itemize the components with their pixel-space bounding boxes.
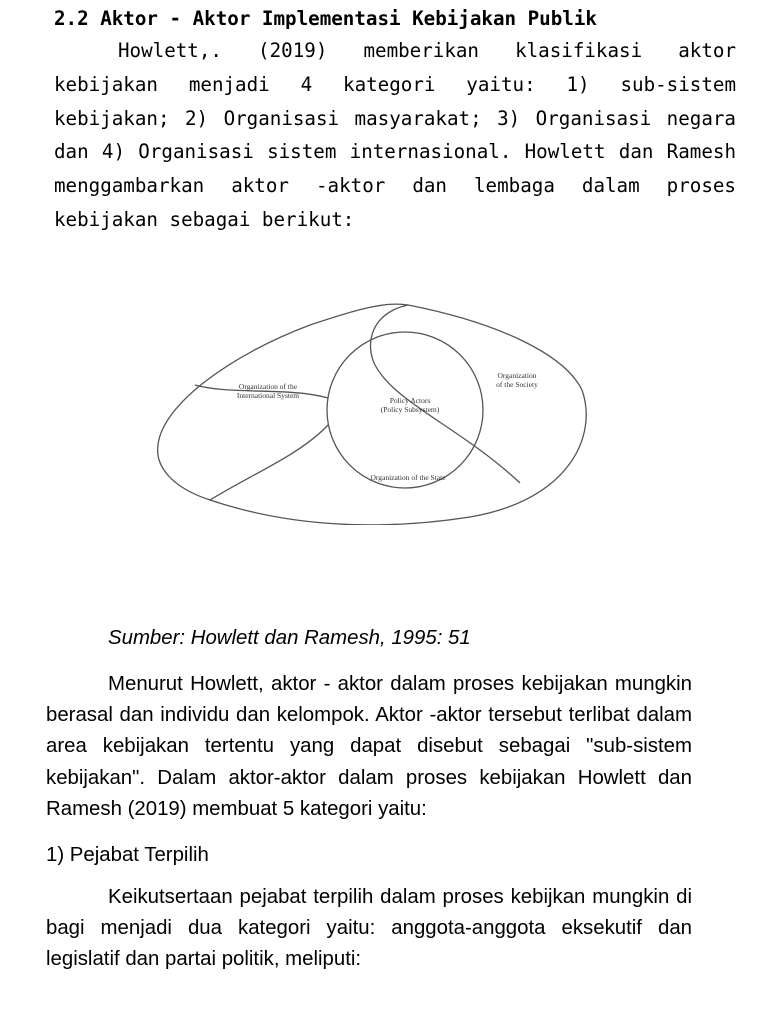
- paragraph-howlett-actors: Menurut Howlett, aktor - aktor dalam proses kebijakan mungkin berasal dan individu dan kelompok. Aktor -aktor tersebut terlibat dalam area kebijakan tertentu yang dapat disebut sebagai "sub-sistem kebijakan". Dalam aktor-aktor dalam proses kebijakan Howlett dan Ramesh (2019) membuat 5 kategori yaitu:: [46, 673, 692, 820]
- actors-diagram-svg: [150, 295, 600, 525]
- label-society-line1: Organization: [497, 371, 537, 380]
- section-lower: [46, 622, 692, 976]
- label-international-line2: International System: [236, 391, 300, 400]
- figure-caption: Sumber: Howlett dan Ramesh, 1995: 51: [108, 627, 471, 649]
- paragraph-elected-officials: Keikutsertaan pejabat terpilih dalam proses kebijkan mungkin di bagi menjadi dua kategori yaitu: anggota-anggota eksekutif dan legislatif dan partai politik, meliputi:: [46, 886, 692, 971]
- label-policy-subsystem: (Policy Subsystem): [380, 405, 440, 414]
- section-upper: [54, 4, 736, 237]
- actors-diagram: [150, 295, 600, 525]
- divider-state: [210, 425, 328, 500]
- label-society-line2: of the Society: [496, 380, 538, 389]
- label-international-line1: Organization of the: [238, 382, 298, 391]
- subheading-elected-officials: 1) Pejabat Terpilih: [46, 844, 209, 867]
- label-state: Organization of the State: [370, 473, 446, 482]
- section-heading: 2.2 Aktor - Aktor Implementasi Kebijakan Publik: [54, 7, 597, 30]
- label-policy-actors: Policy Actors: [389, 396, 431, 405]
- intro-paragraph: Howlett,. (2019) memberikan klasifikasi aktor kebijakan menjadi 4 kategori yaitu: 1) sub-sistem kebijakan; 2) Organisasi masyarakat; 3) Organisasi negara dan 4) Organisasi sistem internasional. Howlett dan Ramesh menggambarkan aktor -aktor dan lembaga dalam proses kebijakan sebagai berikut:: [54, 39, 736, 231]
- divider-society: [371, 305, 520, 483]
